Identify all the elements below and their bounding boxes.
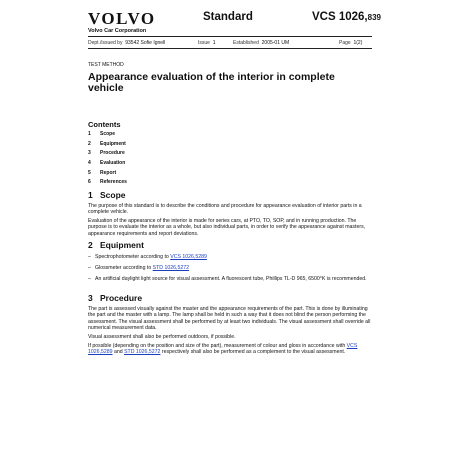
toc-number: 2 (88, 140, 91, 147)
doc-type: Standard (203, 11, 253, 23)
equipment-item-text: Glossmeter according to (95, 265, 153, 271)
bullet-icon: – (88, 265, 91, 271)
scope-heading (88, 190, 126, 200)
standard-number (312, 11, 381, 23)
procedure-paragraph-2: Visual assessment shall also be performed outdoors, if possible. (88, 334, 236, 340)
established-field (233, 40, 289, 46)
established-label: Established (233, 40, 259, 46)
toc-item[interactable] (88, 170, 127, 180)
dept-value: 93542 Sofie Ignell (125, 40, 166, 46)
table-of-contents (88, 131, 127, 189)
dept-field (88, 40, 165, 46)
company-name: Volvo Car Corporation (88, 28, 147, 34)
vcs-5289-link[interactable]: VCS 1026,5289 (170, 254, 207, 260)
issue-label: Issue (198, 40, 210, 46)
header-rule-top (88, 36, 372, 37)
equipment-item-text: An artificial daylight light source for visual assessment. A fluorescent tube, Phillips TL-D 965, 6500°K is recommended. (95, 276, 367, 282)
scope-paragraph-2: Evaluation of the appearance of the interior is made for series cars, at PTO, TO, SOP, and in running production. The purpose is to evaluate the interior as a whole, but also individual parts, in order to verify the appearance against masters, appearance requirements and report deviations. (88, 218, 366, 237)
page-field (339, 40, 362, 46)
brand-logo: VOLVO (88, 9, 156, 28)
toc-item[interactable] (88, 150, 127, 160)
equipment-title: Equipment (100, 240, 144, 250)
toc-number: 4 (88, 160, 91, 167)
vcs-5289-link[interactable]: VCS 1026,5289 (88, 343, 358, 356)
std-5272-link[interactable]: STD 1026,5272 (124, 349, 161, 356)
contents-heading: Contents (88, 120, 121, 129)
procedure-number: 3 (88, 293, 93, 303)
toc-item[interactable] (88, 131, 127, 141)
toc-label: Report (100, 169, 117, 176)
page-label: Page (339, 40, 351, 46)
standard-number-main: VCS 1026, (312, 11, 368, 23)
procedure-paragraph-3 (88, 343, 373, 356)
procedure-text: and (112, 349, 125, 356)
procedure-text: If possible (depending on the position and size of the part), measurement of colour and gloss in accordance with (88, 343, 347, 349)
toc-number: 5 (88, 169, 91, 176)
equipment-heading (88, 240, 144, 250)
toc-item[interactable] (88, 160, 127, 170)
header-rule-bottom (88, 48, 372, 49)
equipment-item-text: Spectrophotometer according to (95, 254, 171, 260)
equipment-item (88, 265, 373, 271)
standard-number-suffix: 839 (367, 13, 381, 22)
equipment-number: 2 (88, 240, 93, 250)
equipment-item (88, 276, 373, 282)
issue-value: 1 (212, 40, 216, 46)
toc-label: Procedure (100, 150, 125, 157)
std-5272-link[interactable]: STD 1026,5272 (152, 265, 190, 271)
established-value: 2005-01 (261, 40, 280, 46)
scope-title: Scope (100, 190, 126, 200)
procedure-paragraph-1: The part is assessed visually against the master and the appearance requirements of the part. This is done by illuminating the part and the master with a lamp. The lamp shall be held in such a way that it does not blind the person performing the assessment. The visual assessment shall be performed by at least two individuals. The visual assessment shall override all numerical measurement data. (88, 306, 371, 331)
page-value: 1(2) (353, 40, 363, 46)
page-title: Appearance evaluation of the interior in complete vehicle (88, 71, 335, 94)
toc-label: Equipment (100, 140, 126, 147)
toc-item[interactable] (88, 141, 127, 151)
procedure-text: respectively shall also be performed as a complement to the visual assessment. (160, 349, 346, 356)
scope-paragraph-1: The purpose of this standard is to describe the conditions and procedure for appearance evaluation of interior parts in a complete vehicle. (88, 203, 362, 216)
scope-number: 1 (88, 190, 93, 200)
issue-field (198, 40, 216, 46)
toc-label: Scope (100, 131, 116, 137)
doc-category: TEST METHOD (88, 62, 124, 68)
toc-label: References (100, 179, 127, 186)
bullet-icon: – (88, 276, 91, 282)
toc-label: Evaluation (100, 160, 126, 167)
dept-label: Dept./issued by (88, 40, 123, 46)
procedure-title: Procedure (100, 293, 143, 303)
bullet-icon: – (88, 254, 91, 260)
toc-number: 1 (88, 131, 91, 137)
toc-number: 3 (88, 150, 91, 157)
equipment-item (88, 254, 373, 260)
procedure-heading (88, 293, 142, 303)
toc-number: 6 (88, 179, 91, 186)
toc-item[interactable] (88, 179, 127, 189)
established-tail: UM (281, 40, 290, 46)
